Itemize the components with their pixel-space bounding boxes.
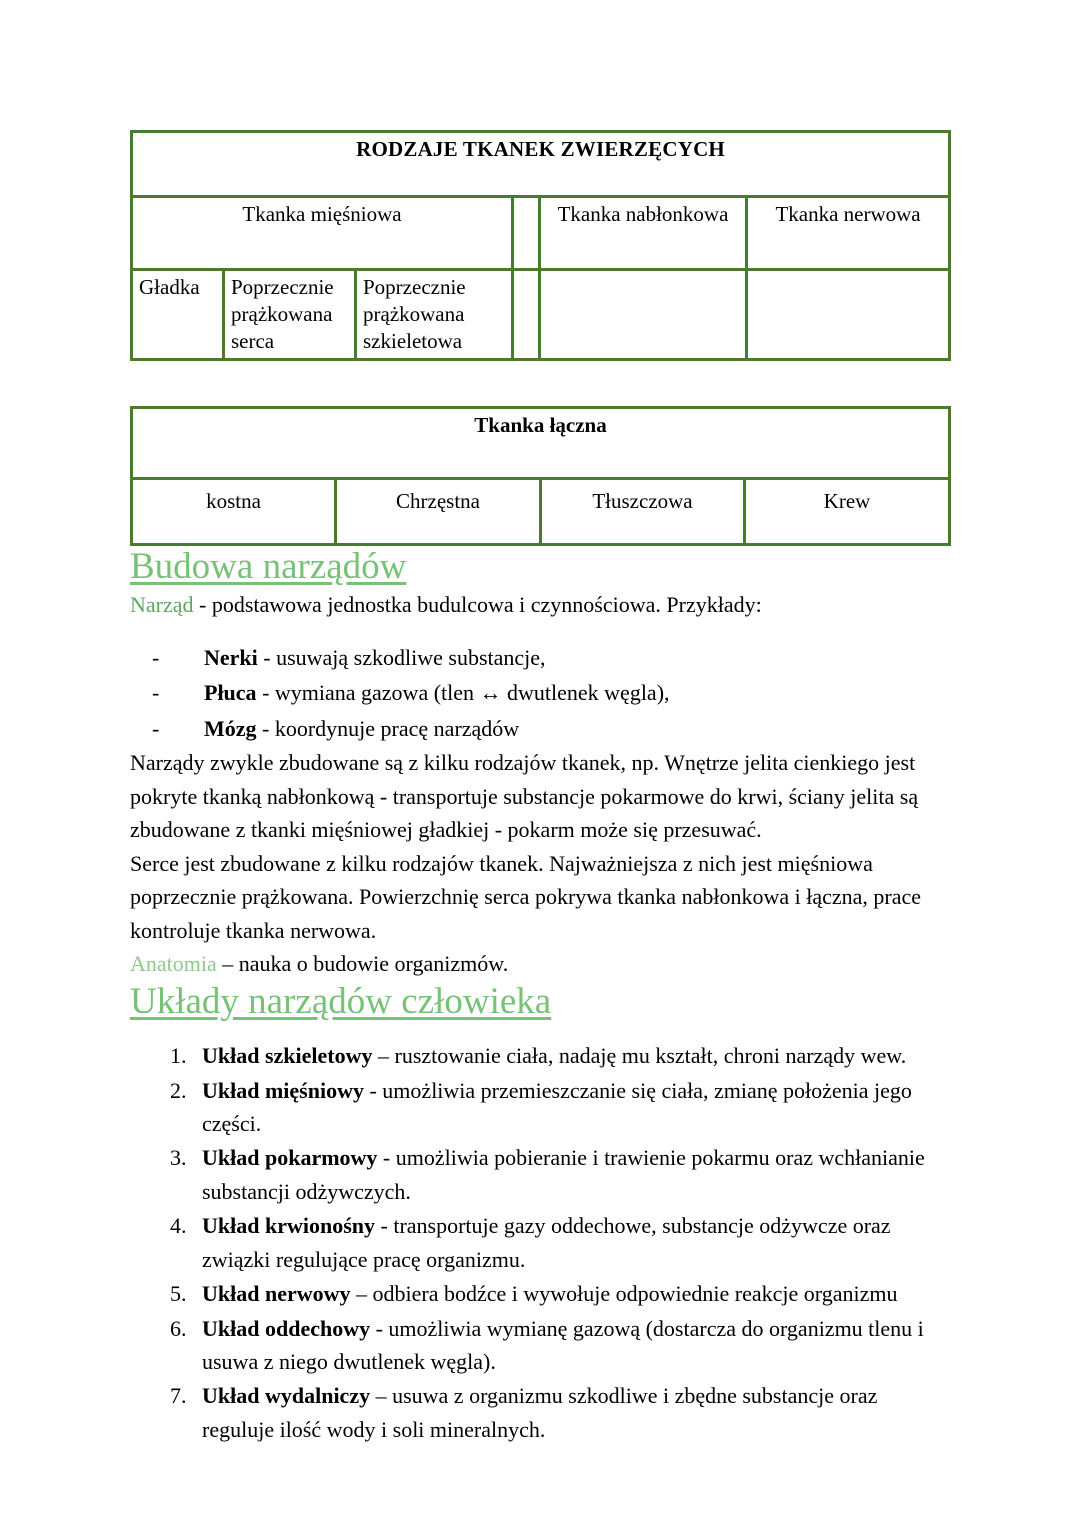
list-item: [192, 1312, 950, 1379]
list-item-text: - umożliwia pobieranie i trawienie pokarmu oraz wchłanianie substancji odżywczych.: [202, 1145, 925, 1204]
list-item-term: Układ wydalniczy: [202, 1383, 371, 1409]
dash-bullet-icon: -: [152, 680, 160, 706]
list-item-term: Mózg: [204, 715, 257, 741]
table-row: [132, 132, 950, 197]
list-item: [152, 640, 950, 676]
list-organ-examples: [130, 640, 950, 747]
list-item: [192, 1277, 950, 1310]
heading-budowa-narzadow: Budowa narządów: [130, 545, 407, 587]
table-title-connective-tissue: Tkanka łączna: [132, 407, 950, 478]
group-header-epithelial-tissue: Tkanka nabłonkowa: [540, 197, 747, 270]
list-item-text: - umożliwia wymianę gazową (dostarcza do organizmu tlenu i usuwa z niego dwutlenek węgla).: [202, 1315, 924, 1375]
list-item-term: Układ szkieletowy: [202, 1043, 373, 1069]
list-item-text: – odbiera bodźce i wywołuje odpowiednie reakcje organizmu: [350, 1281, 898, 1307]
group-header-empty: [513, 197, 540, 270]
list-item-term: Układ nerwowy: [202, 1281, 351, 1307]
list-item: [192, 1074, 950, 1141]
list-item-text: - umożliwia przemieszczanie się ciała, zmianę położenia jego części.: [202, 1077, 912, 1136]
cell-cardiac-striated-muscle: Poprzecznie prążkowana serca: [224, 270, 356, 360]
dash-bullet-icon: -: [152, 715, 160, 741]
cell-bone-tissue: kostna: [132, 478, 336, 544]
list-item-text: - wymiana gazowa (tlen ↔ dwutlenek węgla),: [256, 680, 670, 706]
table-spacer: [130, 361, 950, 406]
cell-smooth-muscle: Gładka: [132, 270, 224, 360]
list-item: [152, 711, 950, 747]
heading-uklady-narzadow-czlowieka: Układy narządów człowieka: [130, 980, 552, 1022]
table-row: [132, 270, 950, 360]
table-row: [132, 197, 950, 270]
term-narzad-rest: - podstawowa jednostka budulcowa i czynnościowa. Przykłady:: [193, 592, 762, 618]
list-item: [192, 1141, 950, 1208]
group-header-nervous-tissue: Tkanka nerwowa: [747, 197, 950, 270]
table-row: [132, 407, 950, 478]
table-row: [132, 478, 950, 544]
table-title-animal-tissues: RODZAJE TKANEK ZWIERZĘCYCH: [132, 132, 950, 197]
document-content: [130, 130, 950, 1447]
list-item: [192, 1379, 950, 1446]
table-animal-tissue-types: [130, 130, 951, 361]
cell-skeletal-striated-muscle: Poprzecznie prążkowana szkieletowa: [356, 270, 513, 360]
term-narzad: Narząd: [130, 592, 194, 618]
list-item-text: – usuwa z organizmu szkodliwe i zbędne substancje oraz reguluje ilość wody i soli mineralnych.: [202, 1383, 878, 1442]
cell-cartilage-tissue: Chrzęstna: [336, 478, 541, 544]
list-item-term: Układ krwionośny: [202, 1213, 376, 1239]
list-item-term: Układ pokarmowy: [202, 1145, 378, 1171]
cell-blood-tissue: Krew: [745, 478, 950, 544]
list-item: [152, 675, 950, 711]
list-item-term: Nerki: [204, 644, 258, 670]
cell-epithelial-empty: [540, 270, 747, 360]
group-header-muscle-tissue: Tkanka mięśniowa: [132, 197, 513, 270]
cell-nervous-empty: [747, 270, 950, 360]
list-item-text: – rusztowanie ciała, nadaję mu kształt, chroni narządy wew.: [372, 1043, 907, 1069]
list-item-text: - transportuje gazy oddechowe, substancje odżywcze oraz związki regulujące pracę organizmu.: [202, 1213, 891, 1272]
list-item-term: Płuca: [204, 680, 257, 706]
list-item-text: - koordynuje pracę narządów: [256, 715, 520, 741]
term-anatomia: Anatomia: [130, 951, 217, 977]
list-human-organ-systems: [130, 1039, 950, 1446]
cell-empty-narrow: [513, 270, 540, 360]
paragraph-anatomy-definition: [130, 947, 950, 980]
list-item-term: Układ mięśniowy: [202, 1077, 364, 1103]
list-item: [192, 1209, 950, 1276]
paragraph-organ-definition: [130, 588, 950, 621]
list-item: [192, 1039, 950, 1072]
term-anatomia-rest: – nauka o budowie organizmów.: [216, 951, 509, 977]
dash-bullet-icon: -: [152, 644, 160, 670]
table-connective-tissue: [130, 406, 951, 546]
list-item-term: Układ oddechowy: [202, 1315, 371, 1341]
paragraph-organs-tissues: Narządy zwykle zbudowane są z kilku rodzajów tkanek, np. Wnętrze jelita cienkiego jest pokryte tkanką nabłonkową - transportuje substancje pokarmowe do krwi, ściany jelita są zbudowane z tkanki mięśniowej gładkiej - pokarm może się przesuwać.: [130, 750, 919, 843]
cell-adipose-tissue: Tłuszczowa: [541, 478, 745, 544]
list-item-text: - usuwają szkodliwe substancje,: [257, 644, 546, 670]
paragraph-heart-tissues: Serce jest zbudowane z kilku rodzajów tkanek. Najważniejsza z nich jest mięśniowa poprzecznie prążkowana. Powierzchnię serca pokrywa tkanka nabłonkowa i łączna, prace kontroluje tkanka nerwowa.: [130, 850, 922, 943]
